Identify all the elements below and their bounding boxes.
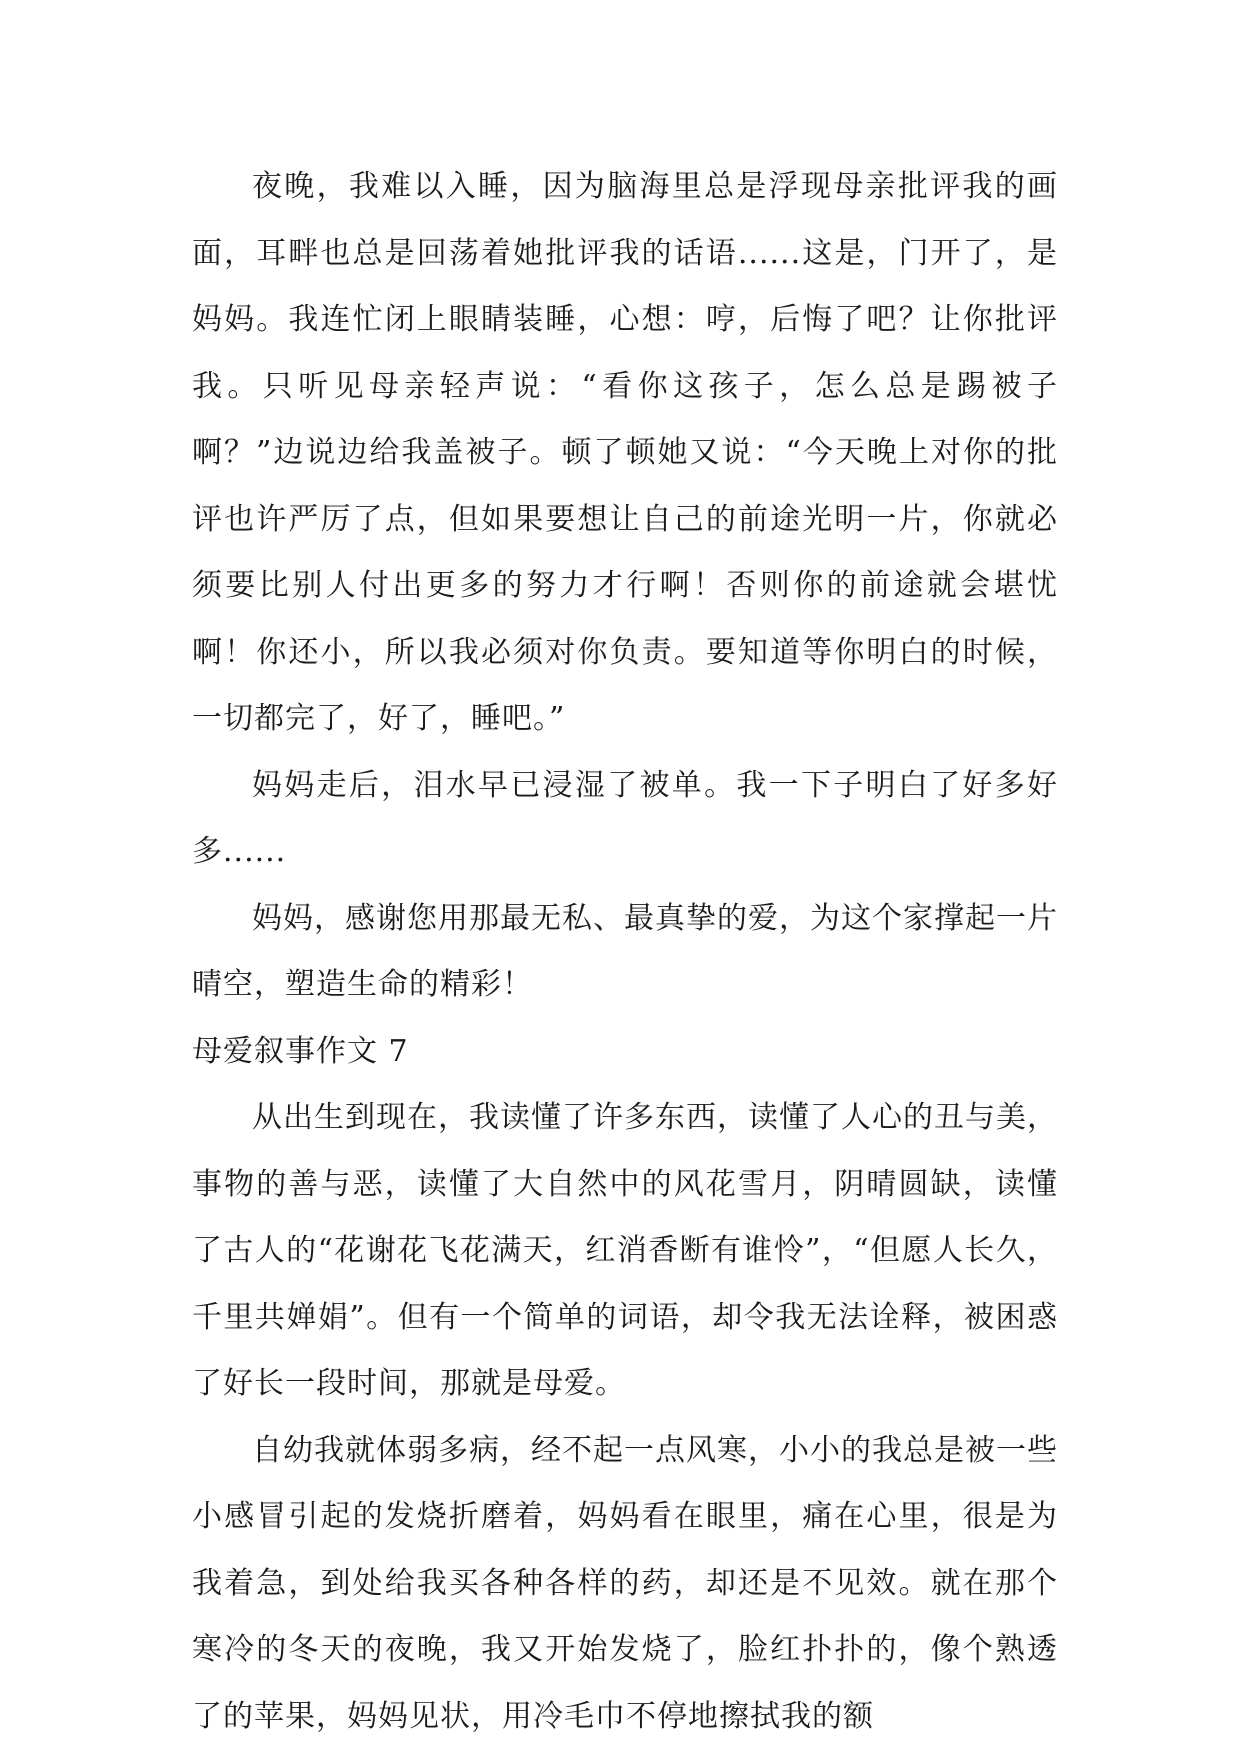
document-page — [192, 154, 1058, 1750]
section-title: 母爱叙事作文 7 — [192, 1033, 409, 1069]
paragraph-understanding: 从出生到现在，我读懂了许多东西，读懂了人心的丑与美，事物的善与恶，读懂了大自然中的风花雪月，阴晴圆缺，读懂了古人的“花谢花飞花满天，红消香断有谁怜”，“但愿人长久，千里共婵娟”。但有一个简单的词语，却令我无法诠释，被困惑了好长一段时间，那就是母爱。 — [192, 1100, 1058, 1401]
paragraph-tears: 妈妈走后，泪水早已浸湿了被单。我一下子明白了好多好多...... — [192, 767, 1058, 869]
paragraph-night-scene: 夜晚，我难以入睡，因为脑海里总是浮现母亲批评我的画面，耳畔也总是回荡着她批评我的话语......这是，门开了，是妈妈。我连忙闭上眼睛装睡，心想：哼，后悔了吧？让你批评我。只听见母亲轻声说：“看你这孩子，怎么总是踢被子啊？”边说边给我盖被子。顿了顿她又说：“今天晚上对你的批评也许严厉了点，但如果要想让自己的前途光明一片，你就必须要比别人付出更多的努力才行啊！否则你的前途就会堪忧啊！你还小，所以我必须对你负责。要知道等你明白的时候，一切都完了，好了，睡吧。” — [192, 169, 1058, 736]
paragraph-childhood-illness: 自幼我就体弱多病，经不起一点风寒，小小的我总是被一些小感冒引起的发烧折磨着，妈妈看在眼里，痛在心里，很是为我着急，到处给我买各种各样的药，却还是不见效。就在那个寒冷的冬天的夜晚，我又开始发烧了，脸红扑扑的，像个熟透了的苹果，妈妈见状，用冷毛巾不停地擦拭我的额 — [192, 1432, 1058, 1734]
paragraph-gratitude: 妈妈，感谢您用那最无私、最真挚的爱，为这个家撑起一片晴空，塑造生命的精彩！ — [192, 900, 1058, 1002]
